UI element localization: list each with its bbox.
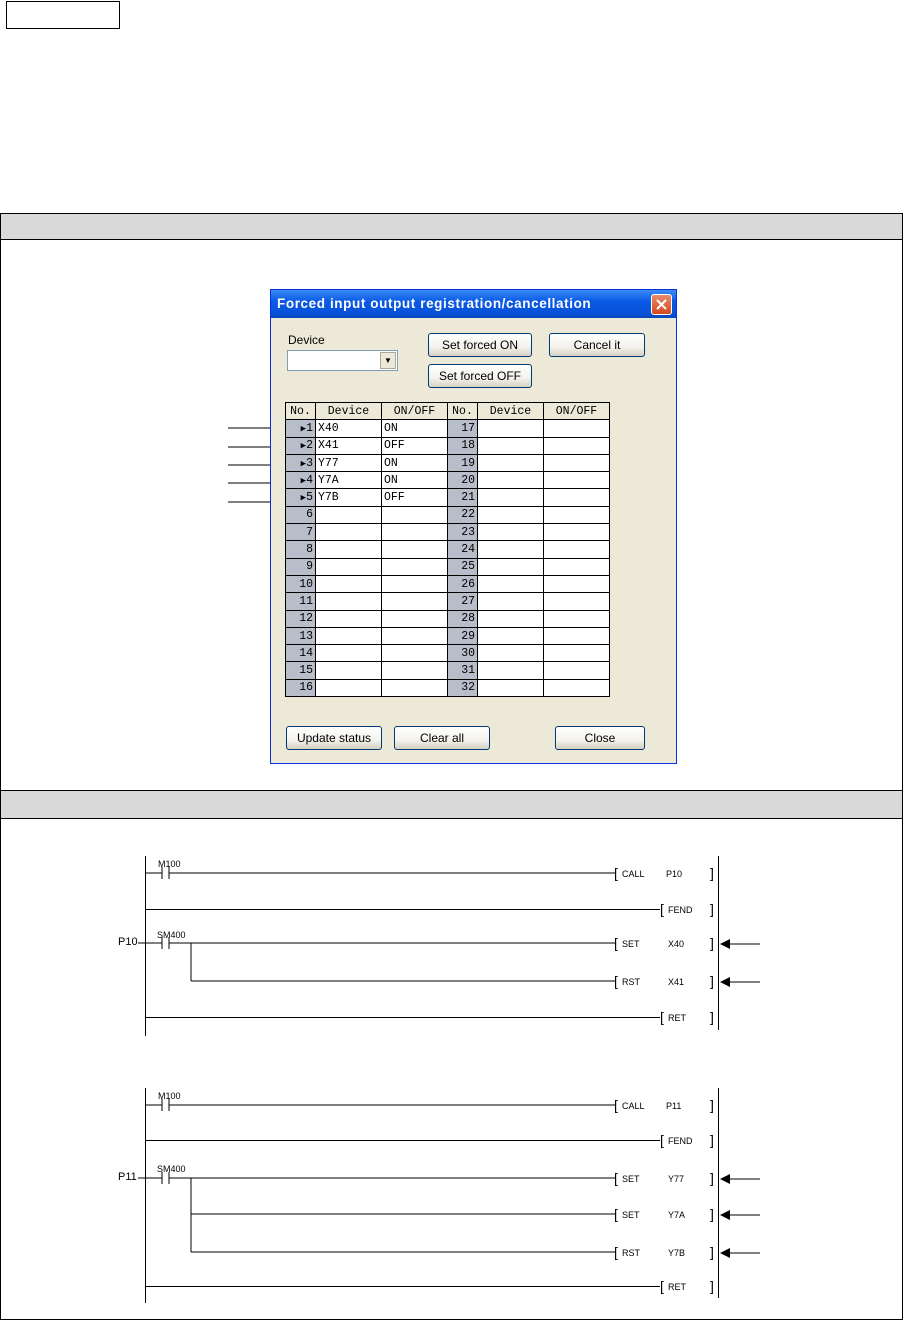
instr-bracket: ]: [710, 1244, 714, 1260]
row-onoff[interactable]: [382, 575, 448, 592]
row-device[interactable]: [478, 593, 544, 610]
device-select[interactable]: [287, 350, 398, 371]
row-pointer-icon: ▶: [300, 441, 307, 452]
row-number[interactable]: 26: [448, 575, 478, 592]
col-header-onoff: ON/OFF: [382, 403, 448, 420]
row-device[interactable]: X40: [316, 420, 382, 437]
instr-bracket: [: [614, 1244, 618, 1260]
table-row[interactable]: [286, 524, 610, 541]
row-device[interactable]: [316, 679, 382, 696]
arrow-left-icon: [720, 1209, 760, 1221]
call-instruction: CALL: [622, 869, 645, 879]
row-number[interactable]: 29: [448, 627, 478, 644]
table-row[interactable]: [286, 420, 610, 437]
instr-bracket: ]: [710, 901, 714, 917]
row-device[interactable]: [478, 472, 544, 489]
row-device[interactable]: [478, 506, 544, 523]
instr-bracket: ]: [710, 1097, 714, 1113]
row-onoff[interactable]: ON: [382, 420, 448, 437]
row-device[interactable]: [316, 645, 382, 662]
row-onoff[interactable]: [382, 593, 448, 610]
instr-bracket: ]: [710, 1170, 714, 1186]
row-onoff[interactable]: [544, 679, 610, 696]
set-forced-off-button[interactable]: Set forced OFF: [428, 364, 532, 388]
call-target: P10: [666, 869, 683, 879]
dialog-titlebar: [271, 290, 676, 318]
row-device[interactable]: [316, 575, 382, 592]
row-device[interactable]: [316, 610, 382, 627]
col-header-onoff: ON/OFF: [544, 403, 610, 420]
instr-bracket: [: [660, 1009, 664, 1025]
col-header-device: Device: [316, 403, 382, 420]
instr-bracket: [: [614, 865, 618, 881]
rung-wire: [145, 866, 615, 880]
row-onoff[interactable]: ON: [382, 454, 448, 471]
table-row[interactable]: [286, 593, 610, 610]
fend-instruction: FEND: [668, 905, 693, 915]
row-pointer-icon: ▶: [300, 493, 307, 504]
set-device: X40: [668, 939, 685, 949]
chevron-down-icon[interactable]: ▼: [380, 352, 396, 369]
row-onoff[interactable]: [544, 558, 610, 575]
table-header-row: [286, 403, 610, 420]
row-device[interactable]: X41: [316, 437, 382, 454]
row-device[interactable]: Y7A: [316, 472, 382, 489]
row-device[interactable]: [478, 420, 544, 437]
instr-bracket: ]: [710, 1009, 714, 1025]
instr-bracket: ]: [710, 935, 714, 951]
close-button[interactable]: Close: [555, 726, 645, 750]
instr-bracket: [: [614, 1170, 618, 1186]
table-row[interactable]: [286, 558, 610, 575]
row-device[interactable]: [478, 437, 544, 454]
row-number[interactable]: 9: [286, 558, 316, 575]
row-onoff[interactable]: [544, 575, 610, 592]
row-onoff[interactable]: [382, 558, 448, 575]
table-row[interactable]: [286, 541, 610, 558]
row-device[interactable]: [478, 610, 544, 627]
forced-io-dialog: [270, 289, 677, 764]
row-onoff[interactable]: OFF: [382, 489, 448, 506]
rst-device: X41: [668, 977, 685, 987]
set-device: Y7A: [668, 1210, 686, 1220]
update-status-button[interactable]: Update status: [286, 726, 382, 750]
row-device[interactable]: [316, 506, 382, 523]
set-instruction: SET: [622, 939, 640, 949]
row-number[interactable]: 25: [448, 558, 478, 575]
row-number[interactable]: 27: [448, 593, 478, 610]
row-pointer-icon: ▶: [300, 423, 307, 434]
row-onoff[interactable]: [382, 679, 448, 696]
row-onoff[interactable]: [544, 610, 610, 627]
row-number[interactable]: 19: [448, 454, 478, 471]
instr-bracket: ]: [710, 973, 714, 989]
instr-bracket: [: [660, 901, 664, 917]
call-instruction: CALL: [622, 1101, 645, 1111]
close-icon[interactable]: [651, 294, 672, 315]
row-number[interactable]: 30: [448, 645, 478, 662]
arrow-left-icon: [720, 938, 760, 950]
row-device[interactable]: [316, 593, 382, 610]
contact-label: M100: [158, 859, 181, 869]
contact-label: SM400: [157, 930, 186, 940]
set-instruction: SET: [622, 1210, 640, 1220]
row-number-text: 1: [306, 421, 313, 435]
row-number[interactable]: 8: [286, 541, 316, 558]
instr-bracket: ]: [710, 1206, 714, 1222]
row-onoff[interactable]: [544, 506, 610, 523]
row-number[interactable]: 7: [286, 524, 316, 541]
fend-instruction: FEND: [668, 1136, 693, 1146]
right-rail: [718, 1006, 719, 1030]
row-device[interactable]: [478, 489, 544, 506]
row-onoff[interactable]: [544, 472, 610, 489]
row-device[interactable]: [478, 645, 544, 662]
row-device[interactable]: Y77: [316, 454, 382, 471]
row-number-text: 5: [306, 491, 313, 505]
row-onoff[interactable]: [544, 524, 610, 541]
instr-bracket: [: [660, 1132, 664, 1148]
row-number[interactable]: 28: [448, 610, 478, 627]
table-row[interactable]: [286, 454, 610, 471]
row-device[interactable]: [478, 627, 544, 644]
contact-label: SM400: [157, 1164, 186, 1174]
arrow-left-icon: [720, 976, 760, 988]
row-number-text: 4: [306, 473, 313, 487]
pointer-label: P11: [118, 1171, 137, 1183]
row-onoff[interactable]: [544, 541, 610, 558]
rung-wire: [145, 1017, 660, 1018]
row-number[interactable]: [286, 472, 316, 489]
row-number[interactable]: 15: [286, 662, 316, 679]
row-number-text: 2: [306, 439, 313, 453]
table-row[interactable]: [286, 645, 610, 662]
row-onoff[interactable]: [544, 437, 610, 454]
col-header-no: No.: [286, 403, 316, 420]
rung-wire: [138, 936, 618, 988]
table-row[interactable]: [286, 575, 610, 592]
instr-bracket: [: [614, 1206, 618, 1222]
table-row[interactable]: [286, 437, 610, 454]
table-row[interactable]: [286, 489, 610, 506]
col-header-device: Device: [478, 403, 544, 420]
arrow-left-icon: [720, 1173, 760, 1185]
instr-bracket: ]: [710, 1132, 714, 1148]
clear-all-button[interactable]: Clear all: [394, 726, 490, 750]
row-number[interactable]: 6: [286, 506, 316, 523]
row-number[interactable]: 23: [448, 524, 478, 541]
row-number[interactable]: 22: [448, 506, 478, 523]
rung-wire: [145, 1140, 660, 1141]
row-onoff[interactable]: [382, 627, 448, 644]
row-onoff[interactable]: [382, 662, 448, 679]
row-device[interactable]: [478, 575, 544, 592]
ladder-panel-header: [1, 791, 902, 819]
set-device: Y77: [668, 1174, 685, 1184]
instr-bracket: [: [660, 1278, 664, 1294]
row-onoff[interactable]: [544, 593, 610, 610]
table-row[interactable]: [286, 627, 610, 644]
set-forced-on-button[interactable]: Set forced ON: [428, 333, 532, 357]
row-number[interactable]: [286, 489, 316, 506]
table-row[interactable]: [286, 472, 610, 489]
row-number[interactable]: 24: [448, 541, 478, 558]
row-onoff[interactable]: [382, 645, 448, 662]
row-onoff[interactable]: [382, 541, 448, 558]
row-onoff[interactable]: [544, 420, 610, 437]
instr-bracket: ]: [710, 1278, 714, 1294]
instr-bracket: [: [614, 935, 618, 951]
row-onoff[interactable]: [544, 627, 610, 644]
row-onoff[interactable]: [382, 524, 448, 541]
row-pointer-icon: ▶: [300, 458, 307, 469]
row-number[interactable]: [286, 420, 316, 437]
table-row[interactable]: [286, 610, 610, 627]
row-onoff[interactable]: [544, 662, 610, 679]
ret-instruction: RET: [668, 1282, 686, 1292]
rung-wire: [145, 909, 660, 910]
row-onoff[interactable]: ON: [382, 472, 448, 489]
row-onoff[interactable]: [382, 506, 448, 523]
table-row[interactable]: [286, 662, 610, 679]
rung-wire: [145, 1098, 615, 1112]
rst-instruction: RST: [622, 977, 640, 987]
rung-wire: [145, 1286, 660, 1287]
row-number[interactable]: 12: [286, 610, 316, 627]
pointer-label: P10: [118, 936, 138, 948]
rst-instruction: RST: [622, 1248, 640, 1258]
header-label-box: [6, 1, 120, 29]
row-onoff[interactable]: [544, 645, 610, 662]
row-number[interactable]: [286, 454, 316, 471]
row-device[interactable]: [478, 454, 544, 471]
right-rail: [718, 856, 719, 1006]
col-header-no: No.: [448, 403, 478, 420]
row-number[interactable]: 13: [286, 627, 316, 644]
row-device[interactable]: Y7B: [316, 489, 382, 506]
screen-panel-header: [1, 214, 902, 240]
row-number[interactable]: 21: [448, 489, 478, 506]
row-number[interactable]: 20: [448, 472, 478, 489]
row-number[interactable]: 14: [286, 645, 316, 662]
row-device[interactable]: [316, 541, 382, 558]
row-number[interactable]: 18: [448, 437, 478, 454]
table-row[interactable]: [286, 506, 610, 523]
rung-wire: [138, 1171, 618, 1261]
instr-bracket: [: [614, 973, 618, 989]
row-number[interactable]: 11: [286, 593, 316, 610]
instr-bracket: [: [614, 1097, 618, 1113]
forced-device-table: [285, 402, 610, 697]
table-row[interactable]: [286, 679, 610, 696]
row-onoff[interactable]: [544, 454, 610, 471]
row-onoff[interactable]: [544, 489, 610, 506]
row-device[interactable]: [316, 558, 382, 575]
row-number[interactable]: [286, 437, 316, 454]
arrow-left-icon: [720, 1247, 760, 1259]
row-device[interactable]: [478, 679, 544, 696]
set-instruction: SET: [622, 1174, 640, 1184]
row-onoff[interactable]: OFF: [382, 437, 448, 454]
row-pointer-icon: ▶: [300, 475, 307, 486]
dialog-title: Forced input output registration/cancellation: [277, 296, 592, 311]
row-device[interactable]: [478, 662, 544, 679]
device-label: Device: [288, 333, 325, 347]
row-device[interactable]: [478, 558, 544, 575]
left-rail: [145, 1006, 146, 1036]
row-device[interactable]: [316, 627, 382, 644]
row-number[interactable]: 32: [448, 679, 478, 696]
row-number[interactable]: 31: [448, 662, 478, 679]
row-number[interactable]: 10: [286, 575, 316, 592]
row-number[interactable]: 17: [448, 420, 478, 437]
contact-label: M100: [158, 1091, 181, 1101]
row-device[interactable]: [478, 524, 544, 541]
ret-instruction: RET: [668, 1013, 686, 1023]
right-rail: [718, 1088, 719, 1298]
row-device[interactable]: [316, 662, 382, 679]
row-device[interactable]: [316, 524, 382, 541]
instr-bracket: ]: [710, 865, 714, 881]
cancel-it-button[interactable]: Cancel it: [549, 333, 645, 357]
row-number[interactable]: 16: [286, 679, 316, 696]
row-number-text: 3: [306, 456, 313, 470]
call-target: P11: [666, 1101, 682, 1111]
row-onoff[interactable]: [382, 610, 448, 627]
rst-device: Y7B: [668, 1248, 686, 1258]
row-device[interactable]: [478, 541, 544, 558]
